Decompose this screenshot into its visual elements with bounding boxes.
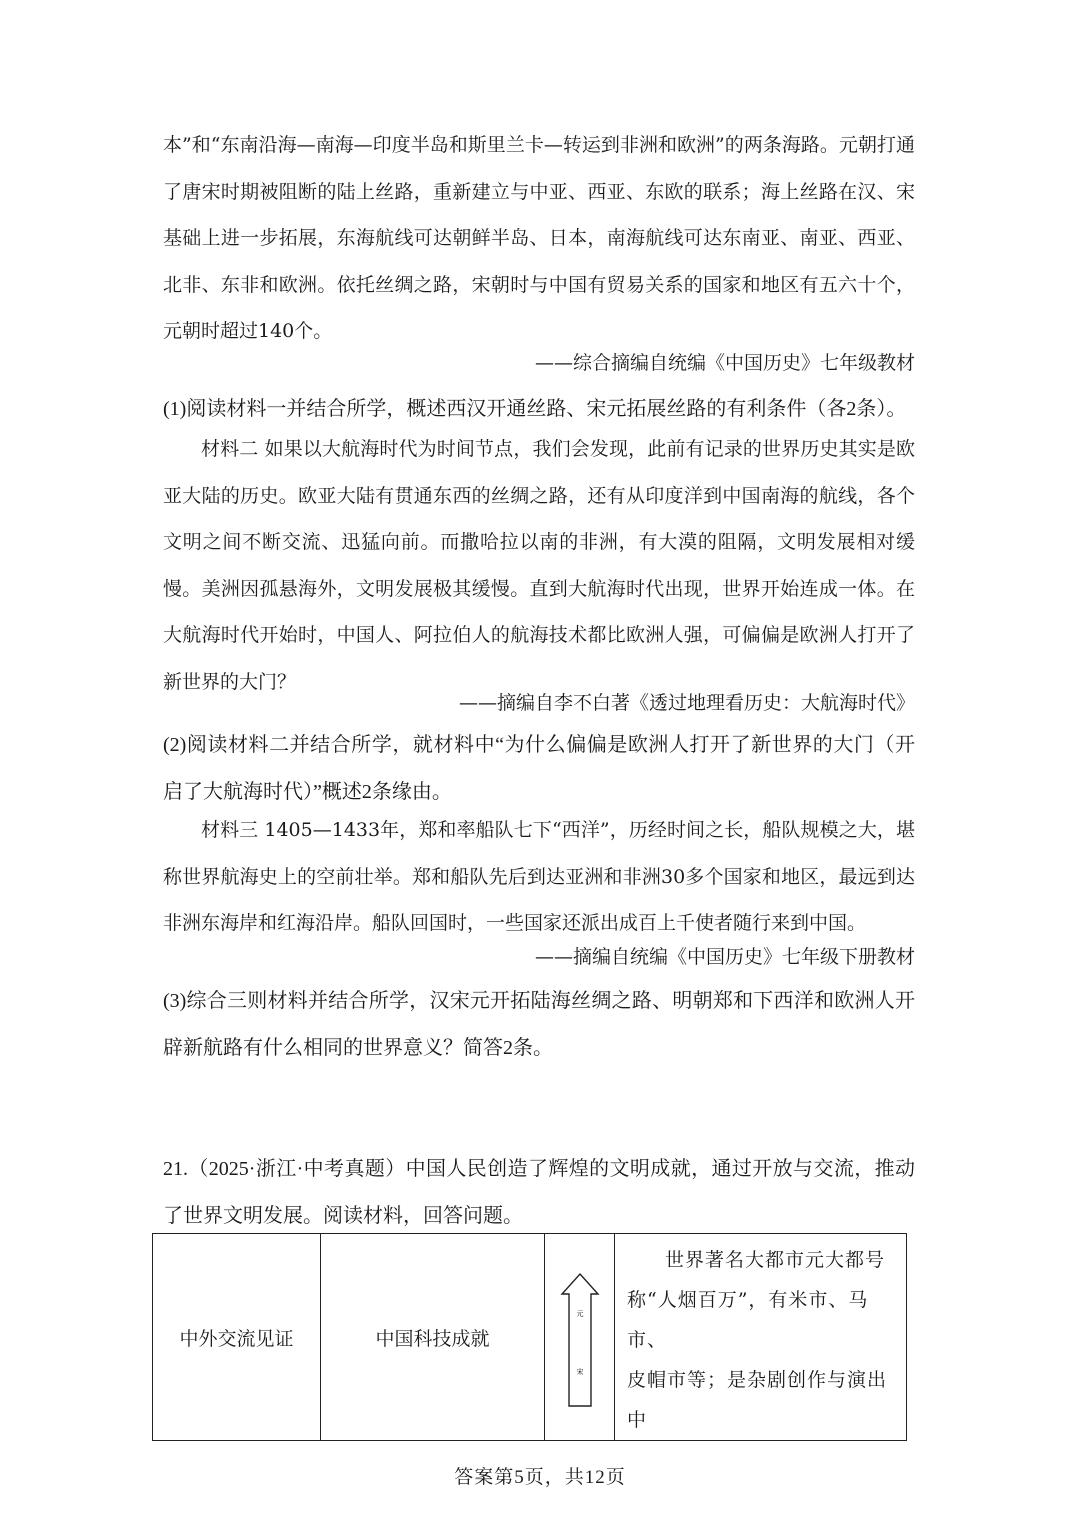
up-arrow-icon	[546, 1266, 614, 1408]
table-cell-yuan-dadu: 世界著名大都市元大都号 称“人烟百万”，有米市、马市、 皮帽市等；是杂剧创作与演出中	[615, 1234, 907, 1441]
table-cell-timeline-arrow	[545, 1234, 615, 1441]
page-footer: 答案第5页，共12页	[454, 1467, 626, 1488]
material1-tail-text: 本”和“东南沿海—南海—印度半岛和斯里兰卡—转运到非洲和欧洲”的两条海路。元朝打通了唐宋时期被阻断的陆上丝路，重新建立与中亚、西亚、东欧的联系；海上丝路在汉、宋基础上进一步拓展，东海航线可达朝鲜半岛、日本，南海航线可达东南亚、南亚、西亚、北非、东非和欧洲。依托丝绸之路，宋朝时与中国有贸易关系的国家和地区有五六十个，元朝时超过140个。	[163, 134, 915, 342]
arrow-label-bottom: 宋	[576, 1368, 583, 1376]
table-cell-tech: 中国科技成就	[321, 1234, 545, 1441]
question-3: (3)综合三则材料并结合所学，汉宋元开拓陆海丝绸之路、明朝郑和下西洋和欧洲人开辟新航路有什么相同的世界意义？简答2条。	[163, 990, 915, 1059]
arrow-label-top: 元	[576, 1310, 583, 1318]
material1-source: ——综合摘编自统编《中国历史》七年级教材	[534, 352, 915, 374]
question-21-stem: 21.（2025·浙江·中考真题）中国人民创造了辉煌的文明成就，通过开放与交流，推动了世界文明发展。阅读材料，回答问题。	[163, 1158, 915, 1227]
material2-text: 材料二 如果以大航海时代为时间节点，我们会发现，此前有记录的世界历史其实是欧亚大陆的历史。欧亚大陆有贯通东西的丝绸之路，还有从印度洋到中国南海的航线，各个文明之间不断交流、迅猛向前。而撒哈拉以南的非洲，有大漠的阻隔，文明发展相对缓慢。美洲因孤悬海外，文明发展极其缓慢。直到大航海时代出现，世界开始连成一体。在大航海时代开始时，中国人、阿拉伯人的航海技术都比欧洲人强，可偏偏是欧洲人打开了新世界的大门？	[163, 438, 915, 693]
materials-table	[152, 1233, 907, 1441]
question-1: (1)阅读材料一并结合所学，概述西汉开通丝路、宋元拓展丝路的有利条件（各2条）。	[163, 398, 907, 420]
material3-text: 材料三 1405—1433年，郑和率船队七下“西洋”，历经时间之长，船队规模之大，堪称世界航海史上的空前壮举。郑和船队先后到达亚洲和非洲30多个国家和地区，最远到达非洲东海岸和红海沿岸。船队回国时，一些国家还派出成百上千使者随行来到中国。	[163, 819, 915, 934]
table-cell-exchange: 中外交流见证	[153, 1234, 321, 1441]
material2-source: ——摘编自李不白著《透过地理看历史：大航海时代》	[458, 692, 915, 714]
question-2: (2)阅读材料二并结合所学，就材料中“为什么偏偏是欧洲人打开了新世界的大门（开启了大航海时代）”概述2条缘由。	[163, 734, 915, 803]
material3-source: ——摘编自统编《中国历史》七年级下册教材	[534, 946, 915, 968]
